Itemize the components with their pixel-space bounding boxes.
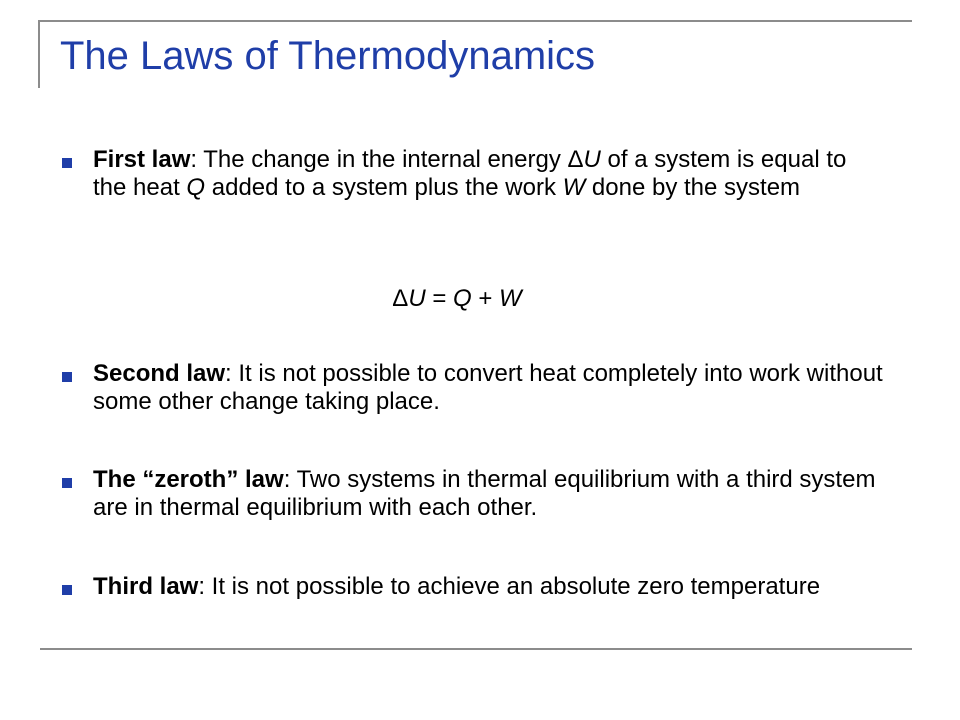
third-law-text [93, 573, 883, 601]
equation-q: Q [453, 285, 472, 312]
zeroth-law-body: : Two systems in thermal equilibrium with a third system are in thermal equilibrium with each other. [93, 466, 876, 521]
equation-delta: Δ [392, 285, 409, 312]
square-bullet-icon [62, 478, 72, 488]
square-bullet-icon [62, 158, 72, 168]
square-bullet-icon [62, 585, 72, 595]
slide-frame-bottom-rule [40, 648, 912, 650]
work-symbol: W [562, 174, 586, 201]
third-law-label: Third law [93, 573, 199, 600]
equation-plus: + [471, 285, 500, 312]
zeroth-law-text [93, 466, 883, 522]
first-law-text-4: done by the system [585, 174, 801, 201]
first-law-equation [62, 285, 852, 313]
second-law-body: : It is not possible to convert heat completely into work without some other change taking place. [93, 360, 883, 415]
third-law-body: : It is not possible to achieve an absolute zero temperature [198, 573, 821, 600]
equation-w: W [499, 285, 522, 312]
internal-energy-symbol: U [583, 146, 601, 173]
first-law-text-2: of a system is equal to the heat [93, 146, 847, 201]
second-law-text [93, 360, 883, 416]
square-bullet-icon [62, 372, 72, 382]
first-law-text-3: added to a system plus the work [205, 174, 563, 201]
first-law-text-1: : The change in the internal energy Δ [190, 146, 584, 173]
zeroth-law-label: The “zeroth” law [93, 466, 284, 493]
second-law-label: Second law [93, 360, 226, 387]
first-law-text [93, 146, 883, 202]
first-law-label: First law [93, 146, 191, 173]
slide-frame-top-rule [40, 20, 912, 22]
slide-frame-left-rule [38, 20, 40, 88]
equation-equals: = [425, 285, 454, 312]
heat-symbol: Q [186, 174, 206, 201]
slide-title: The Laws of Thermodynamics [60, 34, 596, 78]
equation-u: U [408, 285, 426, 312]
